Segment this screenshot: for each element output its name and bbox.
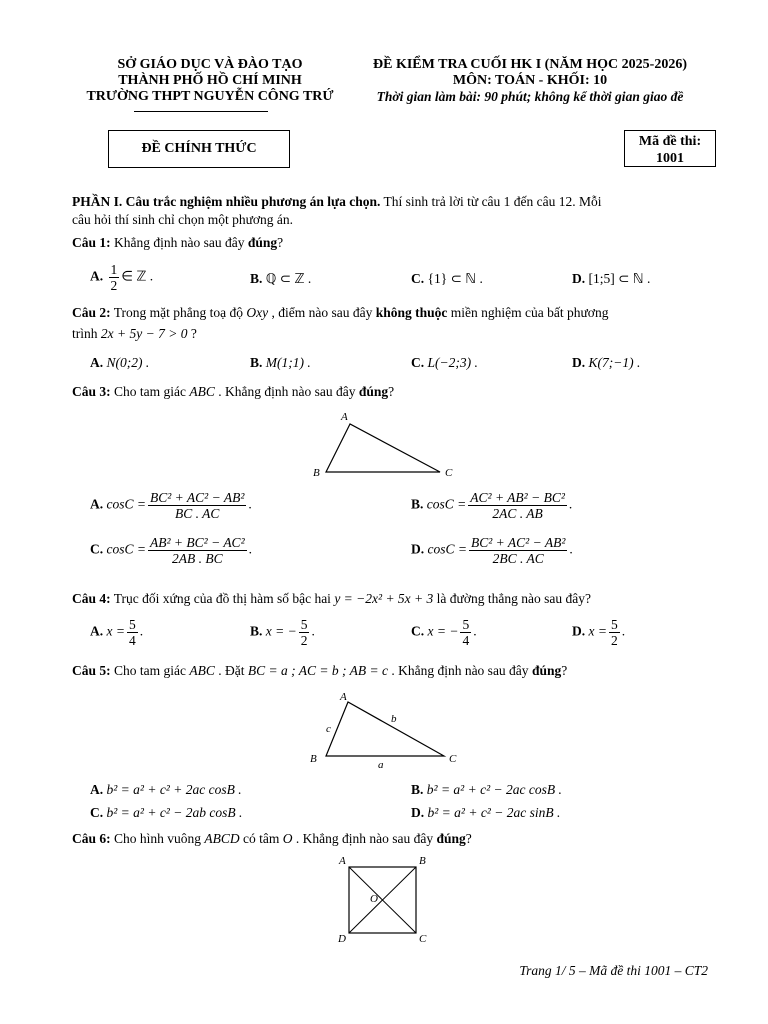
numerator: 5	[462, 617, 470, 632]
part1-text1: Thí sinh trả lời từ câu 1 đến câu 12. Mỗi	[380, 194, 602, 209]
q6-square-figure	[330, 852, 440, 948]
option-letter: C.	[411, 355, 425, 370]
q3-option-c[interactable]: C. cosC = $\frac{\text{AB² + BC² − AC²}}{2AB . BC}$ .	[90, 535, 252, 566]
exam-code: 1001	[656, 151, 684, 166]
numerator: 5	[610, 617, 618, 632]
q2-oxy: Oxy	[246, 305, 269, 320]
q3-stem	[72, 384, 394, 400]
denominator: 2BC . AC	[492, 551, 544, 566]
school-name: TRƯỜNG THPT NGUYỄN CÔNG TRỨ	[86, 89, 334, 104]
q5-text1: Cho tam giác	[110, 663, 190, 678]
q5-stem	[72, 663, 567, 679]
q1-option-d[interactable]	[572, 271, 650, 287]
side-b-label: b	[391, 713, 397, 725]
option-letter: B.	[411, 782, 424, 797]
exam-title: ĐỀ KIỂM TRA CUỐI HK I (NĂM HỌC 2025-2026)	[373, 57, 687, 72]
q4-label: Câu 4:	[72, 591, 111, 606]
triangle-shape	[326, 702, 444, 756]
q5-abc: ABC	[189, 663, 215, 678]
center-o-label: O	[370, 893, 378, 905]
q2-inequality: 2x + 5y − 7 > 0	[100, 326, 188, 341]
option-letter: C.	[411, 623, 425, 639]
option-letter: A.	[90, 496, 104, 512]
q1-c-text: {1} ⊂ ℕ .	[427, 271, 483, 286]
dept-line1: SỞ GIÁO DỤC VÀ ĐÀO TẠO	[117, 57, 303, 72]
vertex-a-label: A	[341, 411, 348, 423]
dept-line2: THÀNH PHỐ HỒ CHÍ MINH	[118, 73, 302, 88]
q5-option-b[interactable]	[411, 782, 562, 798]
q1-option-b[interactable]	[250, 271, 311, 287]
q5-end: ?	[561, 663, 568, 678]
option-letter: B.	[250, 623, 263, 639]
fraction	[460, 617, 471, 648]
q3-triangle-figure	[305, 404, 465, 482]
q2-end: ?	[187, 326, 197, 341]
q1-option-c[interactable]	[411, 271, 483, 287]
numerator: BC² + AC² − AB²	[471, 535, 566, 550]
exam-code-box	[624, 130, 716, 167]
q5-d-text: b² = a² + c² − 2ac sinB .	[427, 805, 561, 820]
q2-bold: không thuộc	[375, 305, 448, 320]
denominator: 2	[300, 633, 308, 648]
option-letter: A.	[90, 355, 104, 370]
fraction	[469, 535, 567, 566]
q3-bold: đúng	[358, 384, 389, 399]
option-letter: A.	[90, 268, 104, 284]
q6-o: O	[282, 831, 293, 846]
fraction	[148, 490, 246, 521]
denominator: 2	[110, 278, 118, 293]
q4-option-b[interactable]: B. x = − $\frac{5}{2}$ .	[250, 617, 315, 648]
q3-option-a[interactable]: A. cosC = $\frac{\text{BC² + AC² − AB²}}{BC . AC}$ .	[90, 490, 252, 521]
q4-option-d[interactable]: D. x = $\frac{5}{2}$ .	[572, 617, 626, 648]
numerator: 5	[300, 617, 308, 632]
q4-d-pre: x =	[588, 623, 607, 639]
part1-text2: câu hỏi thí sinh chỉ chọn một phương án.	[72, 212, 294, 227]
fraction	[299, 617, 310, 648]
vertex-a-label: A	[339, 855, 346, 867]
q4-c-pre: x = −	[427, 623, 459, 639]
q6-bold: đúng	[436, 831, 466, 846]
q3-abc: ABC	[189, 384, 215, 399]
exam-subject: MÔN: TOÁN - KHỐI: 10	[452, 73, 608, 88]
q1-end: ?	[277, 235, 284, 250]
q6-end: ?	[465, 831, 472, 846]
q1-label: Câu 1:	[72, 235, 111, 250]
q5-triangle-figure	[302, 688, 472, 770]
q4-option-a[interactable]: A. x = $\frac{5}{4}$ .	[90, 617, 144, 648]
option-letter: D.	[572, 623, 586, 639]
exam-code-label: Mã đề thi:	[638, 134, 702, 149]
q5-label: Câu 5:	[72, 663, 111, 678]
triangle-shape	[326, 424, 440, 472]
q6-stem	[72, 831, 472, 847]
fraction	[609, 617, 620, 648]
option-letter: D.	[572, 355, 586, 370]
numerator: AC² + AB² − BC²	[470, 490, 565, 505]
q2-text4: trình	[72, 326, 101, 341]
numerator: AB² + BC² − AC²	[150, 535, 245, 550]
official-box	[108, 130, 290, 168]
option-letter: A.	[90, 782, 104, 797]
q2-option-b[interactable]	[250, 355, 311, 371]
q4-option-c[interactable]: C. x = − $\frac{5}{4}$ .	[411, 617, 477, 648]
q3-text2: . Khẳng định nào sau đây	[214, 384, 359, 399]
q1-a-text: ∈ ℤ .	[121, 268, 154, 284]
q4-text2: là đường thẳng nào sau đây?	[433, 591, 591, 606]
q3-c-pre: cosC =	[106, 541, 146, 557]
q1-b-text: ℚ ⊂ ℤ .	[265, 271, 312, 286]
vertex-b-label: B	[419, 855, 426, 867]
q3-option-b[interactable]: B. cosC = $\frac{\text{AC² + AB² − BC²}}{2AC . AB}$ .	[411, 490, 573, 521]
q6-text2: có tâm	[239, 831, 283, 846]
numerator: 5	[128, 617, 136, 632]
denominator: 4	[128, 633, 136, 648]
q1-option-a[interactable]	[90, 262, 153, 293]
q1-bold: đúng	[247, 235, 278, 250]
q2-option-a[interactable]	[90, 355, 149, 371]
option-letter: C.	[90, 541, 104, 557]
vertex-d-label: D	[338, 933, 346, 945]
q3-option-d[interactable]: D. cosC = $\frac{\text{BC² + AC² − AB²}}{2BC . AC}$ .	[411, 535, 573, 566]
q2-a-text: N(0;2) .	[106, 355, 150, 370]
option-letter: B.	[250, 271, 263, 286]
q3-text1: Cho tam giác	[110, 384, 190, 399]
denominator: 2AB . BC	[172, 551, 223, 566]
denominator: 2AC . AB	[492, 506, 543, 521]
q4-text1: Trục đối xứng của đồ thị hàm số bậc hai	[110, 591, 335, 606]
q3-b-pre: cosC =	[426, 496, 467, 512]
vertex-c-label: C	[419, 933, 427, 945]
fraction	[127, 617, 138, 648]
q3-end: ?	[388, 384, 395, 399]
option-letter: D.	[411, 541, 425, 557]
side-c-label: c	[326, 723, 331, 735]
header-right	[345, 57, 715, 105]
q4-function: y = −2x² + 5x + 3	[334, 591, 434, 606]
option-letter: C.	[90, 805, 104, 820]
option-letter: C.	[411, 271, 425, 286]
q1-text: Khẳng định nào sau đây	[110, 235, 248, 250]
q2-b-text: M(1;1) .	[265, 355, 311, 370]
q6-text3: . Khẳng định nào sau đây	[292, 831, 437, 846]
header-underline	[134, 111, 268, 112]
vertex-b-label: B	[313, 467, 320, 479]
q5-option-c[interactable]	[90, 805, 242, 821]
q2-stem-line2	[72, 326, 197, 342]
denominator: 2	[610, 633, 618, 648]
q1-stem	[72, 235, 283, 251]
vertex-a-label: A	[340, 691, 347, 703]
q4-stem	[72, 591, 591, 607]
q6-text1: Cho hình vuông	[110, 831, 205, 846]
q5-set: BC = a ; AC = b ; AB = c	[247, 663, 388, 678]
q2-option-c[interactable]	[411, 355, 478, 371]
part1-line1	[72, 194, 602, 210]
exam-time: Thời gian làm bài: 90 phút; không kể thời gian giao đề	[376, 89, 684, 104]
q6-abcd: ABCD	[204, 831, 240, 846]
fraction	[148, 535, 247, 566]
q5-a-text: b² = a² + c² + 2ac cosB .	[106, 782, 242, 797]
q4-a-pre: x =	[106, 623, 125, 639]
header-left	[60, 57, 360, 105]
q5-c-text: b² = a² + c² − 2ab cosB .	[106, 805, 243, 820]
option-letter: A.	[90, 623, 104, 639]
q2-text3: miền nghiệm của bất phương	[447, 305, 609, 320]
q5-bold: đúng	[531, 663, 562, 678]
q5-b-text: b² = a² + c² − 2ac cosB .	[426, 782, 562, 797]
q4-b-pre: x = −	[265, 623, 297, 639]
option-letter: B.	[411, 496, 424, 512]
option-letter: D.	[572, 271, 586, 286]
q3-label: Câu 3:	[72, 384, 111, 399]
q5-option-a[interactable]	[90, 782, 242, 798]
q6-label: Câu 6:	[72, 831, 111, 846]
fraction	[468, 490, 567, 521]
q3-a-pre: cosC =	[106, 496, 146, 512]
vertex-b-label: B	[310, 753, 317, 765]
q2-option-d[interactable]	[572, 355, 640, 371]
part1-heading: PHẦN I. Câu trắc nghiệm nhiều phương án lựa chọn.	[72, 194, 381, 209]
page-footer: Trang 1/ 5 – Mã đề thi 1001 – CT2	[519, 963, 708, 978]
fraction	[109, 262, 120, 293]
q1-d-text: [1;5] ⊂ ℕ .	[588, 271, 651, 286]
q3-d-pre: cosC =	[427, 541, 467, 557]
official-label: ĐỀ CHÍNH THỨC	[141, 141, 257, 156]
q2-d-text: K(7;−1) .	[588, 355, 641, 370]
q5-option-d[interactable]	[411, 805, 560, 821]
vertex-c-label: C	[445, 467, 453, 479]
denominator: 4	[462, 633, 470, 648]
q2-stem-line1	[72, 305, 608, 321]
side-a-label: a	[378, 759, 384, 770]
q2-c-text: L(−2;3) .	[427, 355, 478, 370]
option-letter: B.	[250, 355, 263, 370]
option-letter: D.	[411, 805, 425, 820]
numerator: BC² + AC² − AB²	[150, 490, 245, 505]
numerator: 1	[110, 262, 118, 277]
q2-text1: Trong mặt phẳng toạ độ	[110, 305, 247, 320]
denominator: BC . AC	[174, 506, 220, 521]
q2-label: Câu 2:	[72, 305, 111, 320]
q5-text2: . Đặt	[214, 663, 248, 678]
q5-text3: . Khẳng định nào sau đây	[387, 663, 532, 678]
vertex-c-label: C	[449, 753, 457, 765]
q2-text2: , điểm nào sau đây	[268, 305, 376, 320]
part1-line2	[72, 212, 293, 228]
